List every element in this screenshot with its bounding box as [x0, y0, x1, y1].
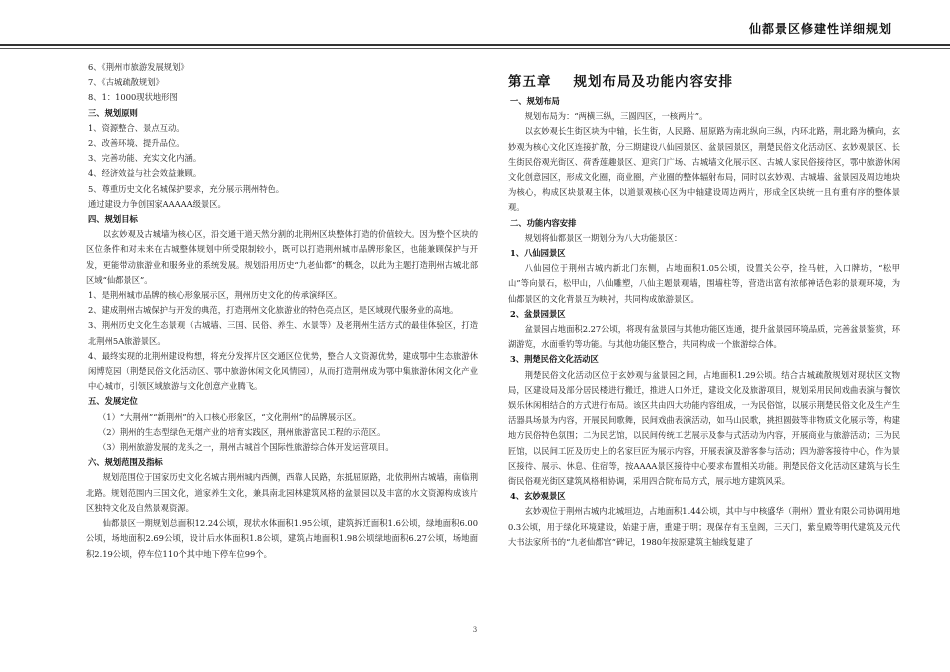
- scope-metrics-paragraph: 仙都景区一期规划总面积12.24公顷，现状水体面积1.95公顷，建筑拆迁面积1.6公顷，绿地面积6.00公顷，场地面积2.69公顷，设计后水体面积1.8公顷，建筑占地面积1.98公顷绿地面积6.27公顷，场地面积2.19公顷，停车位110个其中地下停车位99个。: [86, 518, 478, 559]
- goals-intro-paragraph: 以玄妙观及古城墙为核心区，沿交通干道天然分割的北荆州区块整体打造的价值较大。因为整个区块的区位条件和对未来在古城整体规划中所受限制较小，既可以打造荆州城市品牌形象区，也能兼顾保护与开发，更能带动旅游业和服务业的系统发展。规划沿用历史“九老仙都”的概念，以此为主题打造荆州古城北部区域“仙都景区”。: [86, 229, 478, 285]
- section-heading-layout: 一、规划布局: [510, 96, 560, 106]
- section-heading-functions: 二、功能内容安排: [510, 217, 577, 228]
- principle-item: 5、尊重历史文化名城保护要求，充分展示荆州特色。: [88, 183, 285, 194]
- principle-item: 2、改善环境、提升品位。: [88, 138, 185, 149]
- section-heading-positioning: 五、发展定位: [88, 396, 138, 407]
- section-heading-scope: 六、规划范围及指标: [88, 457, 163, 468]
- zone-paragraph: 盆景园占地面积2.27公顷，将现有盆景园与其他功能区连通，提升盆景园环境品质，完善盆景鉴赏，环湖游览，水面垂钓等功能。与其他功能区整合，共同构成一个旅游综合体。: [508, 324, 900, 350]
- zone-heading-xuanmiaoguan: 4、玄妙观景区: [510, 491, 566, 502]
- zone-paragraph: 荆楚民俗文化活动区位于玄妙观与盆景园之间，占地面积1.29公顷。结合古城疏散规划对现状区文物局，区建设局及部分居民楼进行搬迁，推进人口外迁，建设文化及旅游项目，规划采用民间戏曲表演与餐饮娱乐休闲相结合的方式进行布局。该区共由四大功能内容组成，一为民俗馆，以展示荆楚民俗文化及生产生活器具场景为内容，开展民间歌舞，民间戏曲表演活动，如马山民歌，挑担圆鼓等非物质文化展示等，构建地方民俗特色氛围；二为民艺馆，以民间传统工艺展示及参与式活动为内容，开展商业与旅游活动；三为民匠馆，以民间工匠及历史上的名家巨匠为展示内容，开展表演及游客参与活动；四为游客接待中心，作为景区接待、展示、休息、住宿等，按AAAA景区接待中心要求布置相关功能。荆楚民俗文化活动区建筑与长生街民俗观光街区建筑风格相协调，采用四合院布局方式，展示地方建筑风采。: [508, 369, 900, 487]
- goal-item: 1、是荆州城市品牌的核心形象展示区，荆州历史文化的传承演绎区。: [88, 290, 343, 301]
- right-column: [508, 60, 900, 550]
- scope-paragraph: 规划范围位于国家历史文化名城古荆州城内西侧，西靠人民路，东抵屈原路，北依荆州古城墙，南临荆北路。规划范围内三国文化，道家养生文化，兼具南北园林建筑风格的盆景园以及丰富的水文资源构成该片区独特文化及自然景观资源。: [86, 472, 478, 513]
- zone-paragraph: 玄妙观位于荆州古城内北城垣边，占地面积1.44公顷，其中与中核盛华（荆州）置业有限公司协调用地0.3公顷，用于绿化环境建设，始建于唐，重建于明；现保存有玉皇阁，三天门，紫皇殿等明代建筑及元代大书法家所书的“九老仙都宫”碑记，1980年按原建筑主轴线复建了: [508, 506, 900, 547]
- functions-intro: 规划将仙都景区一期划分为八大功能景区：: [524, 232, 683, 243]
- positioning-item: （2）荆州的生态型绿色无烟产业的培育实践区，荆州旅游富民工程的示范区。: [98, 426, 386, 437]
- chapter-title: [508, 72, 900, 92]
- header-divider: [0, 44, 950, 46]
- principle-item: 通过建设力争创国家AAAAA级景区。: [88, 198, 226, 209]
- zone-heading-baxianyuan: 1、八仙园景区: [510, 248, 566, 259]
- chapter-number: 第五章: [508, 74, 552, 90]
- positioning-item: （1）“大荆州”“新荆州”的入口核心形象区，“文化荆州”的品牌展示区。: [98, 411, 362, 422]
- zone-heading-folk-culture: 3、荆楚民俗文化活动区: [510, 354, 599, 365]
- page-number: 3: [472, 626, 478, 634]
- reference-item: 7、《古城疏散规划》: [88, 77, 164, 88]
- zone-heading-penjingyuan: 2、盆景园景区: [510, 308, 566, 319]
- reference-item: 6、《荆州市旅游发展规划》: [88, 62, 189, 72]
- left-column: [86, 60, 478, 562]
- goal-item: 4、最终实现的北荆州建设构想，将充分发挥片区交通区位优势，整合人文资源优势，建成鄂中生态旅游休闲博览园（荆楚民俗文化活动区、鄂中旅游休闲文化风情园），从而打造荆州成为鄂中集旅游休闲文化产业中心城市，引领区域旅游与文化创意产业腾飞。: [88, 350, 478, 392]
- chapter-name: 规划布局及功能内容安排: [573, 74, 733, 90]
- zone-paragraph: 八仙园位于荆州古城内新北门东侧，占地面积1.05公顷，设置关公亭，拴马桩，入口牌坊，“松甲山”等向景石，松甲山，八仙雕塑，八仙主题景观墙，围墙柱等，营造出富有浓郁神话色彩的景观环境，为仙都景区的文化背景互为映衬，共同构成旅游景区。: [508, 263, 900, 304]
- header-divider-thin: [0, 48, 950, 49]
- section-heading-goals: 四、规划目标: [88, 214, 138, 225]
- principle-item: 3、完善功能、充实文化内涵。: [88, 153, 202, 164]
- principle-item: 4、经济效益与社会效益兼顾。: [88, 168, 202, 179]
- section-heading-principles: 三、规划原则: [88, 107, 138, 118]
- goal-item: 2、建成荆州古城保护与开发的典范，打造荆州文化旅游业的特色亮点区，是区域现代服务业的高地。: [88, 305, 459, 316]
- principle-item: 1、资源整合、景点互动。: [88, 122, 185, 133]
- layout-summary: 规划布局为：“两横三纵，三圆四区，一核两片”。: [524, 111, 708, 122]
- layout-paragraph: 以玄妙观长生街区块为中轴，长生街，人民路、屈原路为南北纵向三纵，内环北路，荆北路为横向，玄妙观为核心文化区连接扩散，分三期建设八仙园景区、盆景园景区，荆楚民俗文化活动区、玄妙观景区、长生街民俗观光街区、荷香莲趣景区、迎宾门广场、古城墙文化展示区、古城人家民俗接待区，鄂中旅游休闲文化创意园区，形成文化圈，商业圈，产业圈的整体辐射布局，同时以玄妙观、古城墙、盆景园及周边地块为核心，构成区块景观主体，以道景观核心区为中轴建设周边两片，形成全区块统一且有重有序的整体景观。: [508, 126, 900, 213]
- reference-item: 8、1：1000现状地形图: [88, 92, 178, 103]
- document-header-title: 仙都景区修建性详细规划: [748, 22, 892, 36]
- goal-item: 3、荆州历史文化生态景观（古城墙、三国、民俗、养生、水景等）及老荆州生活方式的最佳体验区，打造北荆州5A旅游景区。: [88, 320, 478, 346]
- positioning-item: （3）荆州旅游发展的龙头之一，荆州古城首个国际性旅游综合体开发运营项目。: [98, 442, 394, 453]
